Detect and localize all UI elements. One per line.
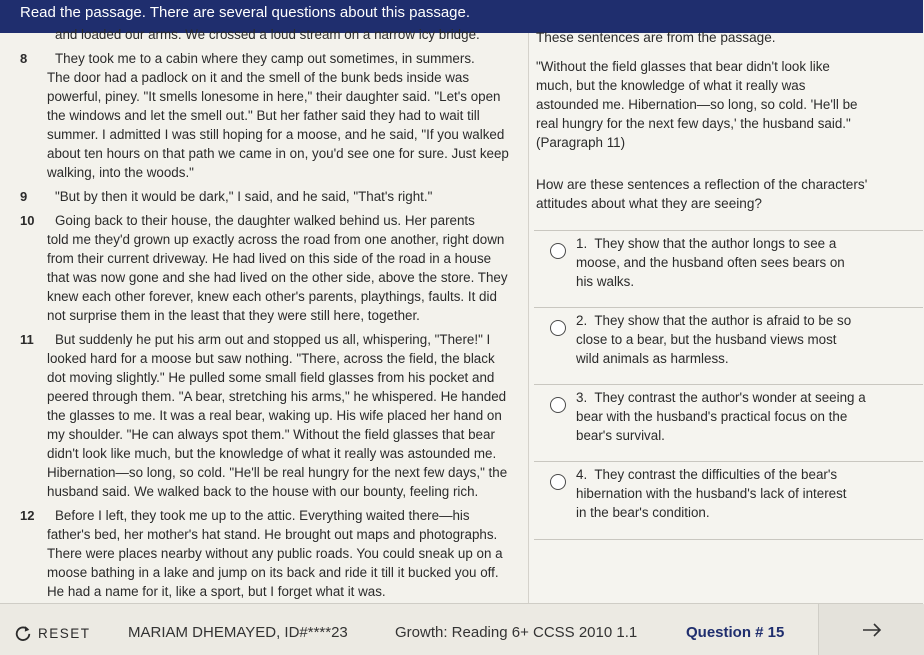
passage-paragraph [0,506,528,601]
paragraph-number: 10 [20,213,35,228]
answer-choice-1[interactable] [534,230,923,308]
choice-line: bear's survival. [576,428,665,443]
choice-number: 4. [576,467,588,482]
passage-line: He had a name for it, like a sport, but I forget what it was. [47,584,386,599]
passage-line: peered through them. "A bear, stretching his arms," he whispered. He handed [47,389,507,404]
student-name: MARIAM DHEMAYED, ID#****23 [128,624,348,641]
passage-line: father's bed, her mother's hat stand. He brought out maps and photographs. [47,527,498,542]
choice-line: They show that the author longs to see a [594,236,837,251]
choice-line: close to a bear, but the husband views most [576,332,837,347]
passage-line: walking, into the woods." [47,165,194,180]
radio-button[interactable] [550,320,566,336]
passage-line: told me they'd grown up exactly across the road from one another, right down [47,232,505,247]
radio-button[interactable] [550,397,566,413]
passage-line: There were places nearby without any public roads. You could sneak up on a [47,546,503,561]
choice-line: wild animals as harmless. [576,351,729,366]
passage-top-line [0,25,528,44]
passage-line: looked hard for a moose but saw nothing. "There, across the field, the black [47,351,495,366]
radio-button[interactable] [550,474,566,490]
quote-line: astounded me. Hibernation—so long, so cold. 'He'll be [536,97,858,112]
next-button[interactable] [818,604,924,655]
choice-text [576,234,916,291]
choice-line: They contrast the author's wonder at seeing a [594,390,866,405]
footer-bar [0,603,923,655]
question-stem [536,175,920,213]
radio-button[interactable] [550,243,566,259]
passage-line: Going back to their house, the daughter walked behind us. Her parents [55,213,475,228]
choice-number: 3. [576,390,588,405]
passage-line: not surprise them in the least that they were still here, together. [47,308,420,323]
test-info: Growth: Reading 6+ CCSS 2010 1.1 [395,624,638,641]
instructions-title: Read the passage. There are several questions about this passage. [20,4,471,21]
choice-line: moose, and the husband often sees bears on [576,255,845,270]
passage-line: about ten hours on that path we came in on, you'd see one for sure. Just keep [47,146,509,161]
quote-line: (Paragraph 11) [536,135,626,150]
stem-line: How are these sentences a reflection of the characters' [536,177,868,192]
choice-line: They show that the author is afraid to be so [594,313,852,328]
answer-choice-3[interactable] [534,384,923,462]
reset-button[interactable] [14,622,91,644]
passage-line: summer. I admitted I was still hoping for a moose, and he said, "If you walked [47,127,505,142]
passage-line: from their current driveway. He had lived on this side of the road in a house [47,251,492,266]
passage-paragraph [0,49,528,182]
stem-line: attitudes about what they are seeing? [536,196,762,211]
passage-paragraph [0,330,528,501]
choice-text [576,311,916,368]
passage-line: the windows and let the smell out." But her father said they had to wait till [47,108,480,123]
passage-line: the glasses to me. It was a real bear, waking up. His wife placed her hand on [47,408,502,423]
question-panel [529,30,923,603]
quote-line: "Without the field glasses that bear didn't look like [536,59,830,74]
answer-choice-2[interactable] [534,307,923,385]
reset-circular-arrow-icon[interactable] [14,624,32,642]
reset-label[interactable]: RESET [38,625,91,641]
passage-line: powerful, piney. "It smells lonesome in here," their daughter said. "Let's open [47,89,501,104]
passage-line: But suddenly he put his arm out and stopped us all, whispering, "There!" I [55,332,491,347]
passage-panel[interactable] [0,27,528,603]
choice-number: 1. [576,236,588,251]
choice-line: in the bear's condition. [576,505,710,520]
paragraph-number: 8 [20,51,28,66]
answer-choice-4[interactable] [534,461,923,540]
paragraph-number: 12 [20,508,35,523]
question-quote [536,57,918,152]
passage-line: didn't look like much, but the knowledge of what it really was astounded me. [47,446,497,461]
arrow-right-icon[interactable] [861,621,883,639]
passage-line: my shoulder. "He can always spot them." Without the field glasses that bear [47,427,495,442]
passage-line: that was now gone and she had lived on the other side, above the store. They [47,270,508,285]
choice-text [576,388,916,445]
passage-line: They took me to a cabin where they camp out sometimes, in summers. [55,51,475,66]
quote-line: real hungry for the next few days,' the husband said." [536,116,851,131]
passage-line: dot moving slightly." He pulled some small field glasses from his pocket and [47,370,495,385]
choice-text [576,465,916,522]
choice-number: 2. [576,313,588,328]
passage-line: moose bathing in a lake and jump on its back and ride it till it bucked you off. [47,565,499,580]
passage-line: husband said. We walked back to the house with our bounty, feeling rich. [47,484,479,499]
passage-line: The door had a padlock on it and the smell of the bunk beds inside was [47,70,470,85]
paragraph-number: 11 [20,332,34,347]
passage-paragraph [0,211,528,325]
paragraph-number: 9 [20,189,28,204]
question-number: Question # 15 [686,624,785,641]
passage-line: Before I left, they took me up to the attic. Everything waited there—his [55,508,470,523]
passage-line: knew each other forever, knew each other's parents, playthings, faults. It did [47,289,497,304]
choice-line: bear with the husband's practical focus on the [576,409,848,424]
choice-line: his walks. [576,274,635,289]
question-intro: These sentences are from the passage. [536,30,776,45]
passage-line: "But by then it would be dark," I said, and he said, "That's right." [55,189,433,204]
choice-line: They contrast the difficulties of the bear's [594,467,838,482]
passage-line: and loaded our arms. We crossed a loud stream on a narrow icy bridge. [55,27,480,42]
choice-line: hibernation with the husband's lack of interest [576,486,847,501]
quote-line: much, but the knowledge of what it really was [536,78,806,93]
passage-paragraph [0,187,528,206]
passage-line: Hibernation—so long, so cold. "He'll be real hungry for the next few days," the [47,465,508,480]
